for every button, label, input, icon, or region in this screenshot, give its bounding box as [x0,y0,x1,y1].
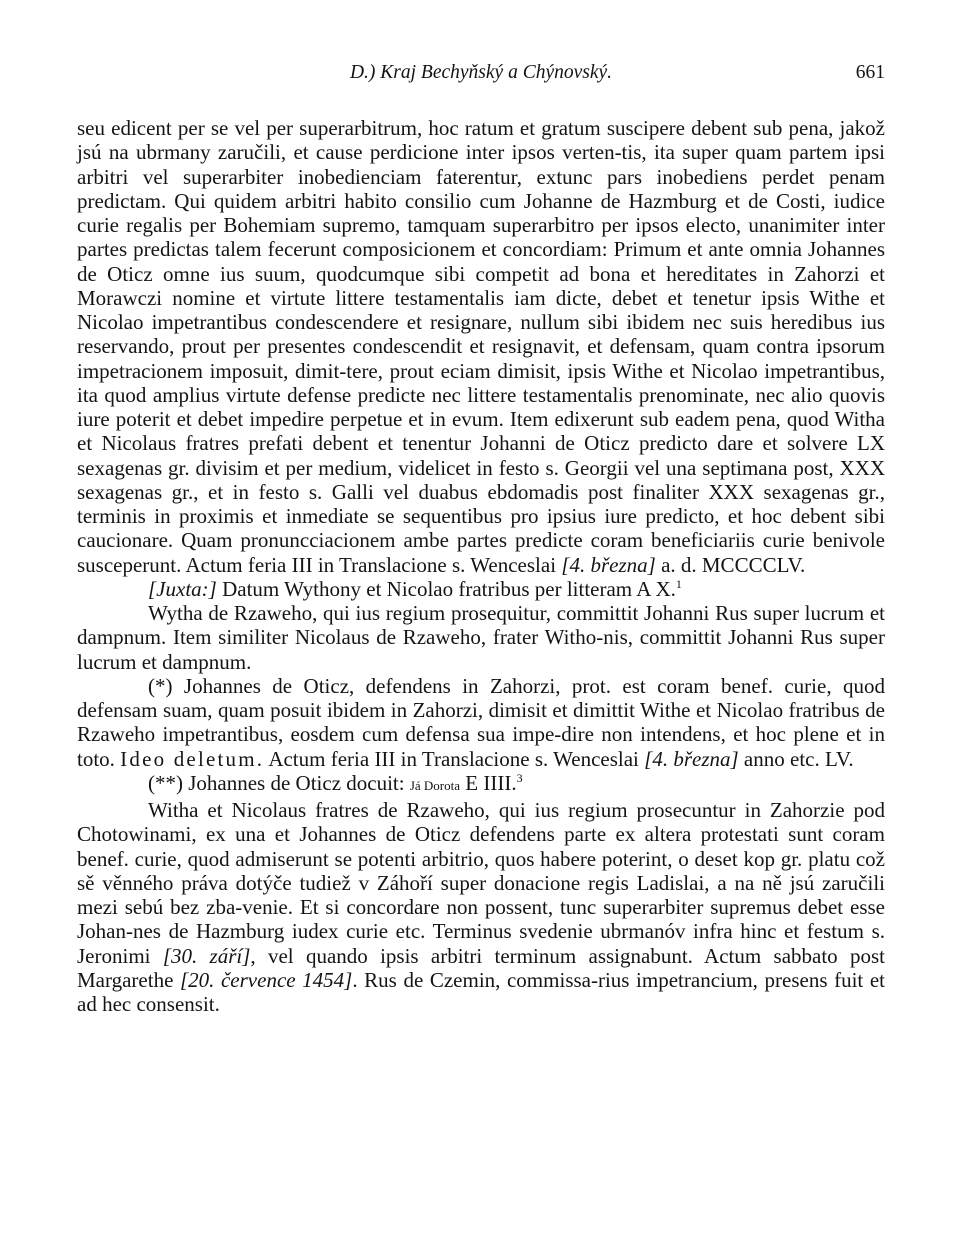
paragraph-6 [77,798,885,1016]
footnote-mark: 1 [675,576,682,591]
paragraph-3 [77,601,885,674]
text-run: a. d. MCCCCLV. [655,552,806,577]
text-run: (**) Johannes de Oticz docuit: [148,770,410,795]
small-caps-text: Já Dorota [409,777,461,793]
paragraph-4 [77,674,885,771]
running-title: D.) Kraj Bechyňský a Chýnovský. [349,62,613,83]
text-run: Datum Wythony et Nicolao fratribus per litteram A X. [216,576,676,601]
running-header [77,62,885,92]
text-run: Witha et Nicolaus fratres de Rzaweho, qui ius regium prosecuntur in Zahorzie pod Chotowinami, ex una et Johannes de Oticz defendens parte ex altera protestati sunt coram benef. curie, quod admiserunt se potenti arbitrio, quos habere poterint, o deset kop gr. platu což sě věnného práva dotýče tudiež v Záhoří super donacione regis Ladislai, a na ně jsú zaručili mezi sebú bez zba-venie. Et si concordare non possent, tunc superarbiter supremus debet esse Johan-nes de Hazmburg iudex curie etc. Terminus svedenie ubrmanóv infra hinc et festum s. Jeronimi [77,798,885,968]
spaced-note: Ideo deletum. [120,746,265,771]
editorial-date: [4. března] [561,552,656,577]
text-run: , vel quando ipsis arbitri terminum assignabunt. Actum sabbato post Margarethe [77,943,885,992]
text-run: Actum feria III in Translacione s. Wenceslai [264,746,645,771]
text-run: E IIII. [460,770,517,795]
text-run: seu edicent per se vel per superarbitrum, hoc ratum et gratum suscipere debent sub pena, jakož jsú na ubrmany zaručili, et cause perdicione inter ipsos verten-tis, ita super quam partem ipsi arbitri vel superarbiter inobedienciam faterentur, extunc pars inobediens perdet penam predictam. Qui quidem arbitri habito consilio cum Johanne de Hazmburg et de Costi, iudice curie regalis per Bohemiam supremo, tamquam superarbitro per ipsos electo, unanimiter inter partes predictas talem fecerunt composicionem et concordiam: Primum et ante omnia Johannes de Oticz omne ius suum, quodcumque sibi competit ad bona et hereditates in Zahorzi et Morawczi nomine et virtute littere testamentalis iam dicte, debet et tenetur ipsis Withe et Nicolao impetrantibus condescendere et resignare, nullum sibi ibidem nec suis heredibus ius reservando, prout per presentes condescendit et resignavit, et defensam, quam contra ipsorum impetracionem imposuit, dimit-tere, prout eciam dimisit, ipsis Withe et Nicolao impetrantibus, ita quod amplius virtute defense predicte nec littere testamentalis prenominate, nec alio quovis iure poterit et debet impedire perpetue et in evum. Item edixerunt sub eadem pena, quod Witha et Nicolaus fratres prefati debent et tenentur Johanni de Oticz predicto dare et solvere LX sexagenas gr. divisim et per medium, videlicet in festo s. Georgii vel una septimana post, XXX sexagenas gr., et in festo s. Galli vel duabus ebdomadis post finaliter XXX sexagenas gr., terminis in proximis et inmediate se sequentibus pro ipsius iure predicto, et hoc debent sibi caucionare. Quam pronuncciacionem ambe partes predicte coram beneficiariis curie benivole susceperunt. Actum feria III in Translacione s. Wenceslai [77,116,885,577]
paragraph-5 [77,771,885,798]
text-run: . Rus de Czemin, commissa-rius impetrancium, presens fuit et ad hec consensit. [77,967,885,1016]
page-number: 661 [855,62,885,83]
editorial-date: [20. července 1454] [179,967,353,992]
text-run: Wytha de Rzaweho, qui ius regium prosequitur, committit Johanni Rus super lucrum et dampnum. Item similiter Nicolaus de Rzaweho, frater Witho-nis, committit Johanni Rus super lucrum et dampnum. [77,601,885,674]
text-run: anno etc. LV. [738,746,854,771]
paragraph-1 [77,116,885,577]
body-text [77,116,885,1016]
editorial-date: [30. září] [162,943,251,968]
text-run: (*) Johannes de Oticz, defendens in Zahorzi, prot. est coram benef. curie, quod defensam suam, quam posuit ibidem in Zahorzi, dimisit et dimittit Withe et Nicolao fratribus de Rzaweho impetrantibus, eosdem cum defensa sua impe-dire non intendens, et hoc plene et in toto. [77,673,885,771]
editorial-label: [Juxta:] [148,576,217,601]
paragraph-2 [77,577,885,601]
editorial-date: [4. března] [644,746,739,771]
footnote-mark: 3 [516,770,523,785]
